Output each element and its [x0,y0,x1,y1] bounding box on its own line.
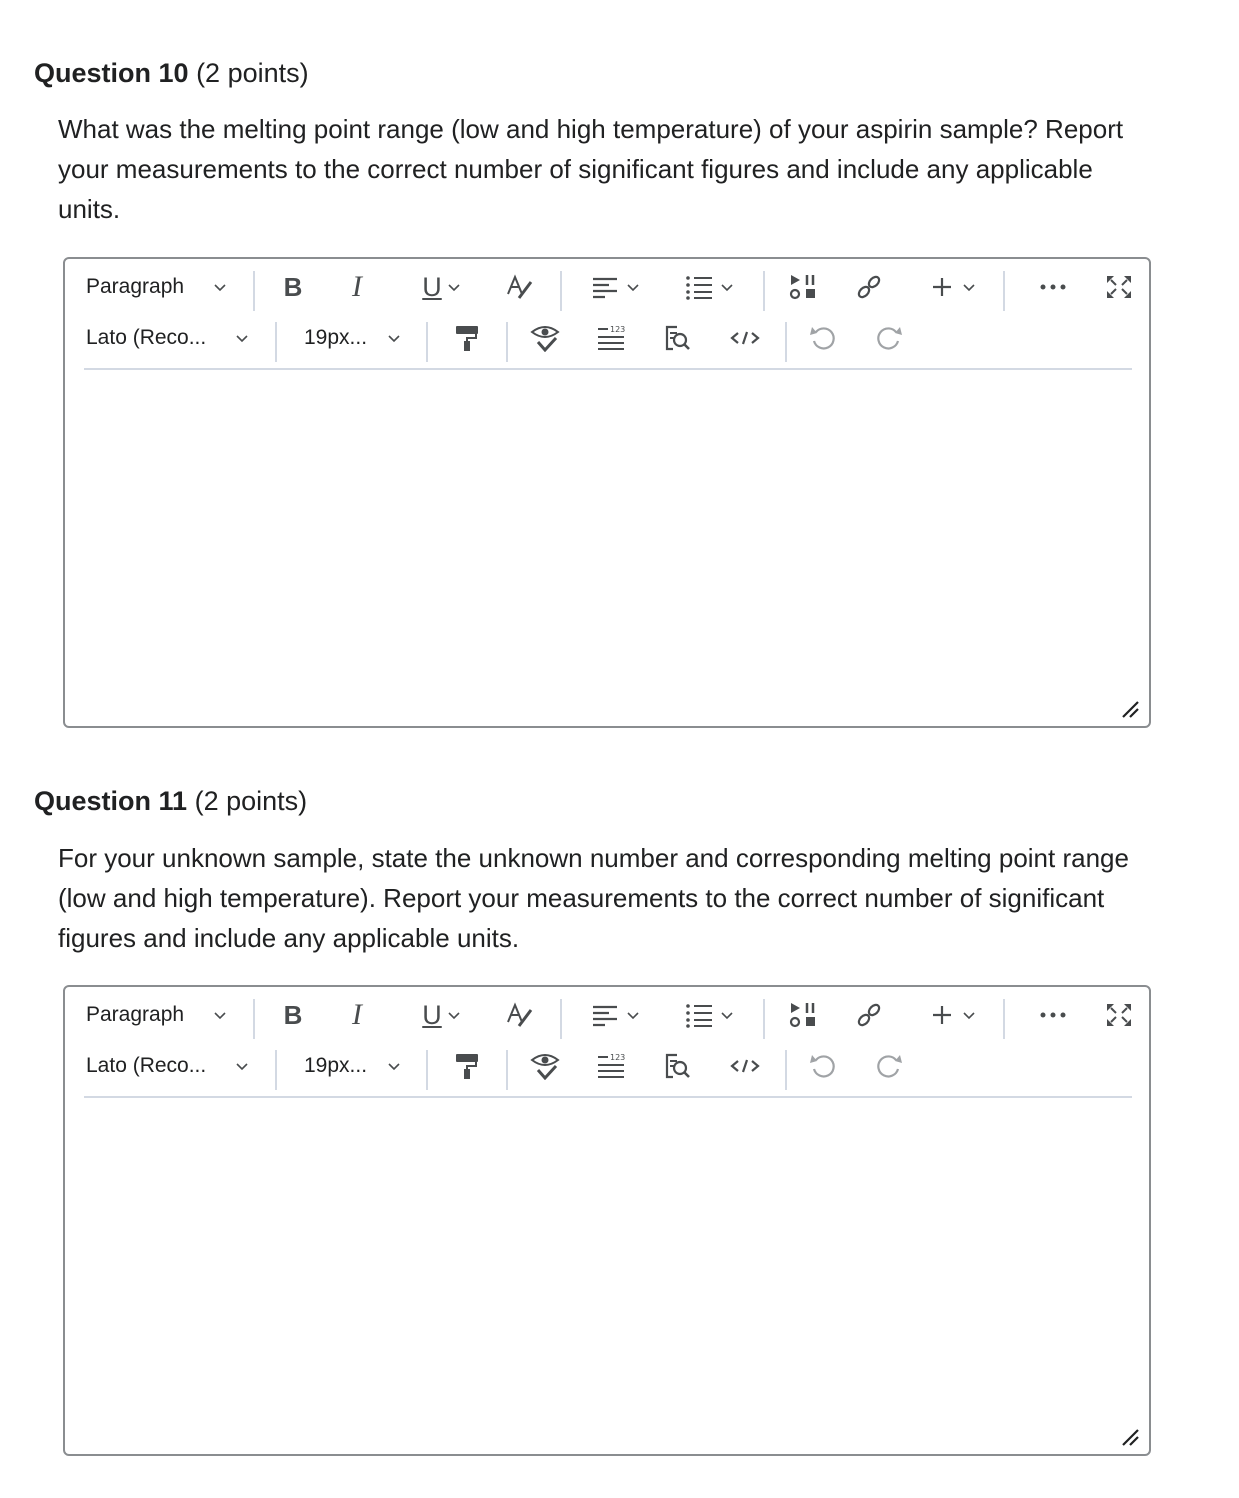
font-color-button[interactable] [502,267,538,307]
chevron-down-icon [448,1009,460,1021]
more-actions-button[interactable] [1035,995,1071,1035]
toolbar-row-1 [65,267,1149,317]
question-points: (2 points) [194,786,308,816]
font-family-dropdown[interactable] [86,1046,256,1086]
underline-dropdown[interactable] [409,995,473,1035]
accessibility-check-icon [530,1052,560,1080]
bullet-list-dropdown[interactable] [677,267,741,307]
fullscreen-icon [1105,274,1133,300]
toolbar-separator [1003,271,1005,311]
undo-icon [809,324,837,352]
underline-icon: U [422,999,442,1030]
redo-button[interactable] [869,1046,909,1086]
bold-button[interactable] [275,995,311,1035]
toolbar-separator [763,271,765,311]
toolbar-separator [253,999,255,1039]
chevron-down-icon [721,281,733,293]
insert-link-button[interactable] [849,267,889,307]
chevron-down-icon [963,281,975,293]
fullscreen-icon [1105,1002,1133,1028]
font-color-icon [505,1002,535,1028]
block-format-dropdown[interactable] [86,995,236,1035]
format-painter-icon [454,1052,480,1080]
toolbar-row-2 [65,318,1149,368]
svg-text:123: 123 [610,325,626,334]
toolbar-separator [426,322,428,362]
font-size-label: 19px... [304,1054,368,1077]
answer-editor [63,985,1151,1456]
chevron-down-icon [627,281,639,293]
toolbar-separator [560,999,562,1039]
question-text: What was the melting point range (low and high temperature) of your aspirin sample? Report your measurements to the correct number of significant figures and include any applicable units. [58,114,1124,224]
font-color-icon [505,274,535,300]
italic-icon: I [352,270,362,303]
insert-link-button[interactable] [849,995,889,1035]
format-painter-button[interactable] [447,318,487,358]
block-format-label: Paragraph [86,1003,185,1026]
bold-icon: B [283,999,303,1030]
underline-dropdown[interactable] [409,267,473,307]
font-family-dropdown[interactable] [86,318,256,358]
chevron-down-icon [963,1009,975,1021]
more-actions-icon [1039,1011,1067,1019]
accessibility-check-icon [530,324,560,352]
fullscreen-button[interactable] [1101,267,1137,307]
answer-text-area[interactable] [65,1099,1149,1454]
more-actions-button[interactable] [1035,267,1071,307]
redo-icon [875,324,903,352]
insert-media-icon [788,272,818,302]
block-format-dropdown[interactable] [86,267,236,307]
align-icon [591,1003,619,1027]
font-family-label: Lato (Reco... [86,326,207,349]
fullscreen-button[interactable] [1101,995,1137,1035]
link-icon [854,1000,884,1030]
align-dropdown[interactable] [583,267,647,307]
resize-handle-icon[interactable] [1119,1426,1139,1446]
insert-dropdown[interactable] [923,267,983,307]
toolbar-row-2 [65,1046,1149,1096]
toolbar-separator [275,322,277,362]
bullet-list-dropdown[interactable] [677,995,741,1035]
format-painter-button[interactable] [447,1046,487,1086]
accessibility-check-button[interactable] [525,1046,565,1086]
toolbar-separator [275,1050,277,1090]
font-family-label: Lato (Reco... [86,1054,207,1077]
underline-icon: U [422,271,442,302]
question-heading [34,785,307,817]
font-size-dropdown[interactable] [304,318,404,358]
chevron-down-icon [236,332,248,344]
format-painter-icon [454,324,480,352]
word-count-icon [596,325,626,351]
italic-icon: I [352,998,362,1031]
toolbar-separator [506,322,508,362]
toolbar-separator [763,999,765,1039]
chevron-down-icon [214,281,226,293]
word-count-button[interactable] [591,1046,631,1086]
insert-media-icon [788,1000,818,1030]
toolbar-separator [785,1050,787,1090]
font-color-button[interactable] [502,995,538,1035]
preview-button[interactable] [657,318,697,358]
font-size-label: 19px... [304,326,368,349]
preview-icon [663,1052,691,1080]
question-points: (2 points) [196,58,309,88]
bold-button[interactable] [275,267,311,307]
redo-button[interactable] [869,318,909,358]
toolbar-separator [506,1050,508,1090]
chevron-down-icon [388,1060,400,1072]
insert-plus-icon [931,276,953,298]
toolbar-separator [1003,999,1005,1039]
undo-button[interactable] [803,1046,843,1086]
toolbar-separator [785,322,787,362]
undo-icon [809,1052,837,1080]
chevron-down-icon [388,332,400,344]
preview-icon [663,324,691,352]
resize-handle-icon[interactable] [1119,698,1139,718]
insert-dropdown[interactable] [923,995,983,1035]
chevron-down-icon [236,1060,248,1072]
bold-icon: B [283,271,303,302]
more-actions-icon [1039,283,1067,291]
redo-icon [875,1052,903,1080]
accessibility-check-button[interactable] [525,318,565,358]
italic-button[interactable] [339,267,375,307]
source-code-icon [730,330,760,346]
word-count-icon [596,1053,626,1079]
undo-button[interactable] [803,318,843,358]
toolbar-row-1 [65,995,1149,1045]
toolbar-divider [84,368,1132,370]
chevron-down-icon [214,1009,226,1021]
bullet-list-icon [685,274,713,300]
question-number: Question 10 [34,58,189,88]
insert-media-button[interactable] [783,267,823,307]
align-dropdown[interactable] [583,995,647,1035]
toolbar-separator [560,271,562,311]
source-code-icon [730,1058,760,1074]
toolbar-separator [253,271,255,311]
chevron-down-icon [627,1009,639,1021]
toolbar-divider [84,1096,1132,1098]
preview-button[interactable] [657,1046,697,1086]
link-icon [854,272,884,302]
svg-text:123: 123 [610,1053,626,1062]
toolbar-separator [426,1050,428,1090]
insert-plus-icon [931,1004,953,1026]
italic-button[interactable] [339,995,375,1035]
bullet-list-icon [685,1002,713,1028]
chevron-down-icon [448,281,460,293]
source-code-button[interactable] [723,318,767,358]
source-code-button[interactable] [723,1046,767,1086]
word-count-button[interactable] [591,318,631,358]
font-size-dropdown[interactable] [304,1046,404,1086]
question-number: Question 11 [34,786,188,816]
answer-text-area[interactable] [65,371,1149,726]
align-icon [591,275,619,299]
block-format-label: Paragraph [86,275,185,298]
answer-editor [63,257,1151,728]
question-text: For your unknown sample, state the unknown number and corresponding melting point range (low and high temperature). Report your measurements to the correct number of significant figures and include any applicable units. [58,843,1129,953]
question-heading [34,57,309,89]
insert-media-button[interactable] [783,995,823,1035]
chevron-down-icon [721,1009,733,1021]
